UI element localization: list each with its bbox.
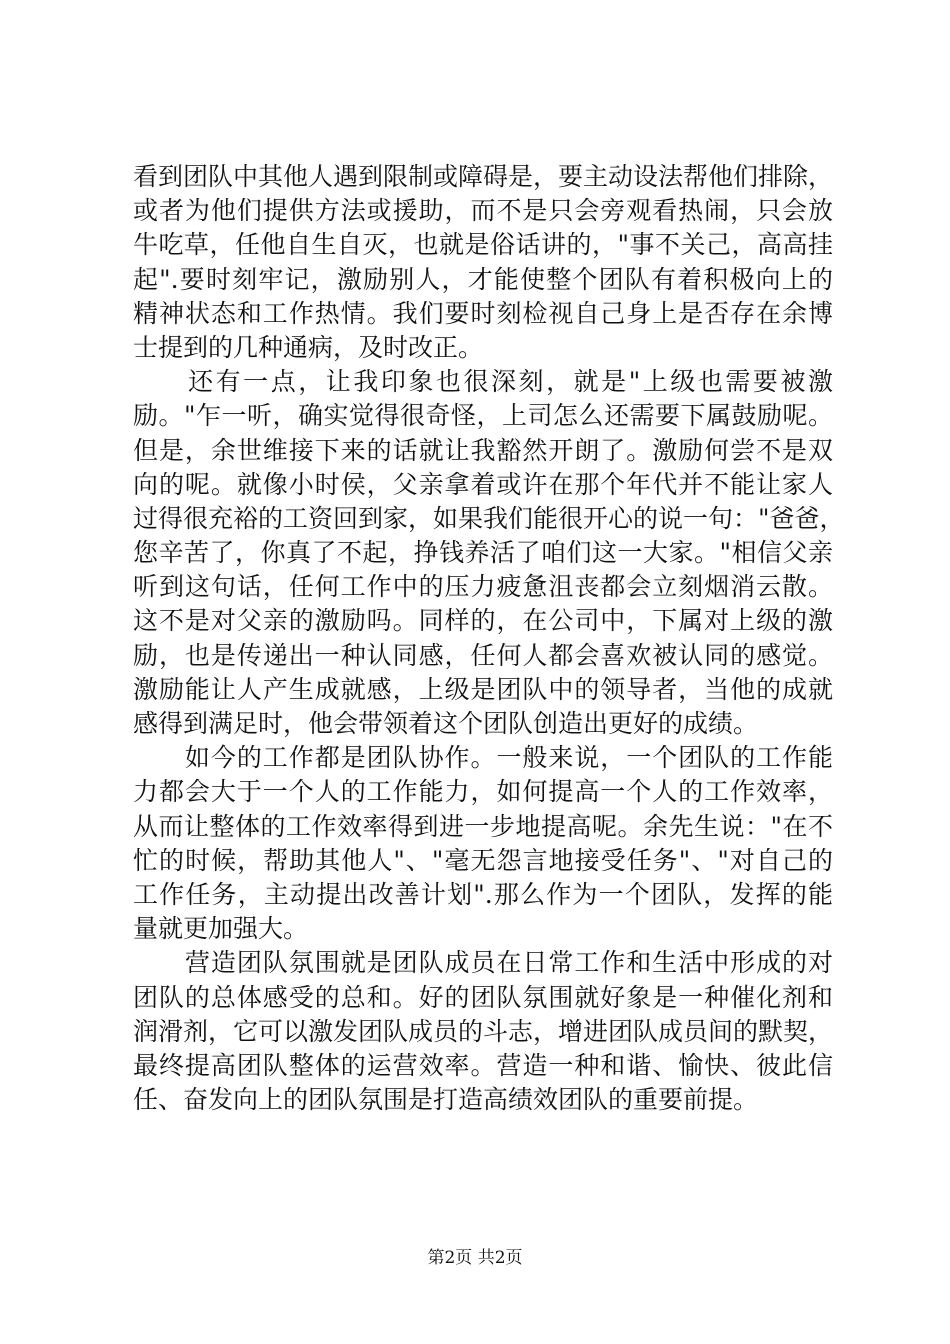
text-line: 起".要时刻牢记，激励别人，才能使整个团队有着积极向上的 — [133, 264, 833, 294]
text-line: 忙的时候，帮助其他人"、"毫无怨言地接受任务"、"对自己的 — [133, 845, 833, 875]
text-line: 或者为他们提供方法或援助，而不是只会旁观看热闹，只会放 — [133, 196, 833, 226]
text-line: 工作任务，主动提出改善计划".那么作为一个团队，发挥的能 — [133, 879, 833, 909]
text-line: 励。"乍一听，确实觉得很奇怪，上司怎么还需要下属鼓励呢。 — [133, 401, 833, 431]
text-line: 向的呢。就像小时侯，父亲拿着或许在那个年代并不能让家人 — [133, 469, 833, 499]
text-line: 但是，余世维接下来的话就让我豁然开朗了。激励何尝不是双 — [133, 435, 833, 465]
text-line: 听到这句话，任何工作中的压力疲惫沮丧都会立刻烟消云散。 — [133, 572, 833, 602]
text-line: 励，也是传递出一种认同感，任何人都会喜欢被认同的感觉。 — [133, 640, 833, 670]
text-line: 激励能让人产生成就感，上级是团队中的领导者，当他的成就 — [133, 674, 833, 704]
text-line: 量就更加强大。 — [133, 914, 309, 944]
text-line: 任、奋发向上的团队氛围是打造高绩效团队的重要前提。 — [133, 1085, 759, 1115]
text-line: 您辛苦了，你真了不起，挣钱养活了咱们这一大家。"相信父亲 — [133, 538, 833, 568]
text-line: 精神状态和工作热情。我们要时刻检视自己身上是否存在余博 — [133, 298, 833, 328]
text-line: 力都会大于一个人的工作能力，如何提高一个人的工作效率， — [133, 777, 833, 807]
text-line: 还有一点，让我印象也很深刻，就是"上级也需要被激 — [133, 367, 833, 397]
text-line: 从而让整体的工作效率得到进一步地提高呢。余先生说："在不 — [133, 811, 833, 841]
document-body — [133, 160, 845, 1117]
text-line: 感得到满足时，他会带领着这个团队创造出更好的成绩。 — [133, 709, 759, 738]
text-line: 最终提高团队整体的运营效率。营造一种和谐、愉快、彼此信 — [133, 1050, 833, 1080]
text-line: 看到团队中其他人遇到限制或障碍是，要主动设法帮他们排除， — [133, 162, 834, 191]
text-line: 士提到的几种通病，及时改正。 — [133, 332, 484, 362]
text-line: 过得很充裕的工资回到家，如果我们能很开心的说一句："爸爸， — [133, 503, 845, 533]
text-line: 润滑剂，它可以激发团队成员的斗志，增进团队成员间的默契， — [133, 1016, 834, 1046]
text-line: 牛吃草，任他自生自灭，也就是俗话讲的，"事不关己，高高挂 — [133, 230, 833, 260]
page-number-footer: 第2页 共2页 — [427, 1248, 523, 1268]
text-line: 团队的总体感受的总和。好的团队氛围就好象是一种催化剂和 — [133, 982, 833, 1012]
text-line: 如今的工作都是团队协作。一般来说，一个团队的工作能 — [133, 743, 833, 773]
text-line: 这不是对父亲的激励吗。同样的，在公司中，下属对上级的激 — [133, 606, 833, 636]
text-line: 营造团队氛围就是团队成员在日常工作和生活中形成的对 — [133, 948, 833, 978]
